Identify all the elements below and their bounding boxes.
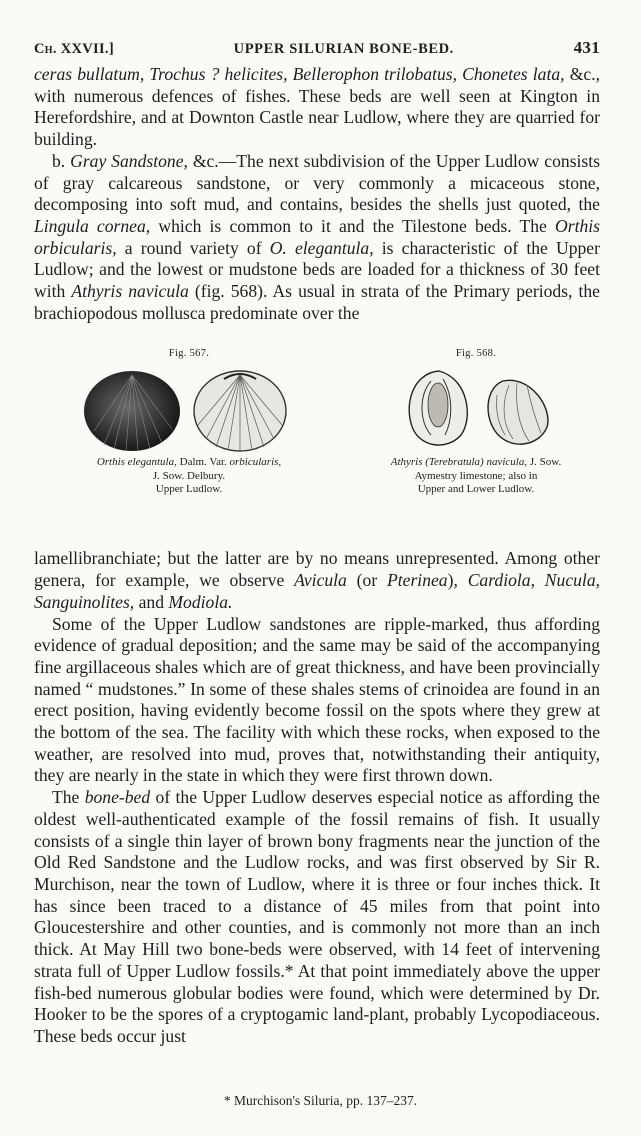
genus-italic: Pterinea [387,570,448,591]
caption-text: Upper and Lower Ludlow. [417,483,535,496]
paragraph-text: a round variety of [116,237,270,258]
paragraph-text: &c., with numerous defences of fishes. These beds are well seen at Kington in Herefordshire, and at Downton Castle near Ludlow, where they are quarried for building. [34,64,600,150]
figures-block [34,330,600,540]
paragraph-text: which is common to it and the Tilestone beds. The [150,215,556,236]
chapter-label: Ch. XXVII.] [34,41,114,57]
caption-text: J. Sow. Delbury. [152,469,226,482]
page-title: UPPER SILURIAN BONE-BED. [233,41,454,57]
paragraph-text: lamellibranchiate; but the latter are by no means unrepresented. Among other genera, for example, we observe [34,548,600,591]
caption-text: Aymestry limestone; also in [414,469,538,482]
figure-568 [346,330,606,497]
paragraph-text: The [52,787,85,808]
species-italic: Orthis orbicularis, [34,215,600,258]
genus-italic: Modiola. [168,591,233,612]
figure-caption [54,456,324,497]
paragraph-1 [34,64,600,151]
figure-number: Fig. 567. [168,348,210,360]
athyris-shells-illustration [391,365,561,453]
paragraph-text: of the Upper Ludlow deserves especial notice as affording the oldest well-authenticated example of the fossil remains of fish. It usually consists of a single thin layer of brown bony fragments near the junction of the Old Red Sandstone and the Ludlow rocks, and was first observed by Sir R. Murchison, near the town of Ludlow, where it is three or four inches thick. It has since been traced to a distance of 45 miles from that point into Gloucestershire and other counties, and is commonly not more than an inch thick. At May Hill two bone-beds were observed, with 14 feet of intervening strata full of Upper Ludlow fossils.* At that point immediately above the upper fish-bed numerous globular bodies were found, which were determined by Dr. Hooker to be the spores of a cryptogamic land-plant, probably Lycopodiaceous. These beds occur just [34,787,600,1046]
figure-caption [346,456,606,497]
paragraph-text: b. [52,150,71,171]
footnote: * Murchison's Siluria, pp. 137–237. [223,1093,418,1108]
page-number: 431 [573,38,600,57]
paragraph-text: (or [346,570,388,591]
caption-text: Upper Ludlow. [155,483,223,496]
genus-italic: Avicula [294,570,347,591]
paragraph-text: ), [447,570,468,591]
page [34,38,600,1048]
paragraph-5 [34,787,600,1047]
paragraph-text: and [134,591,169,612]
paragraph-2 [34,151,600,325]
paragraph-text: (fig. 568). As usual in strata of the Primary periods, the brachiopodous mollusca predominate over the [34,281,600,323]
section-italic: Gray Sandstone, [70,150,188,171]
caption-italic: Orthis elegantula, [96,456,177,469]
species-italic: ceras bullatum, Trochus ? helicites, Bellerophon trilobatus, Chonetes lata, [34,64,565,84]
species-italic: Lingula cornea, [34,215,151,236]
paragraph-text: &c.—The next subdivision of the Upper Ludlow consists of gray calcareous sandstone, or very commonly a micaceous stone, decomposing into soft mud, and contains, besides the shells just quoted, the [34,150,601,215]
figure-number: Fig. 568. [455,348,497,360]
paragraph-4: Some of the Upper Ludlow sandstones are ripple-marked, thus affording evidence of gradual deposition; and the same may be said of the accompanying fine argillaceous shales which are of great thickness, and have been provincially named “ mudstones.” In some of these shales stems of crinoidea are found in an erect position, having evidently become fossil on the spots where they grew at the bottom of the sea. The facility with which these rocks, when exposed to the weather, are resolved into mud, proves that, notwithstanding their antiquity, they are nearly in the state in which they were first thrown down. [34,613,600,786]
figure-567 [54,330,324,497]
caption-text: J. Sow. [527,456,562,469]
caption-italic: orbicularis, [229,456,282,469]
running-header [34,38,600,58]
paragraph-text: is characteristic of the Upper Ludlow; and the lowest or mudstone beds are loaded for a thickness of 30 feet with [34,237,600,302]
caption-text: Dalm. Var. [176,456,230,469]
species-italic: O. elegantula, [269,237,374,258]
paragraph-3 [34,548,600,613]
species-italic: Athyris navicula [71,281,189,302]
caption-italic: Athyris (Terebratula) navicula, [390,456,528,469]
term-italic: bone-bed [84,787,151,808]
genus-italic: Cardiola, Nucula, Sanguinolites, [34,570,601,612]
orthis-shells-illustration [74,365,304,453]
